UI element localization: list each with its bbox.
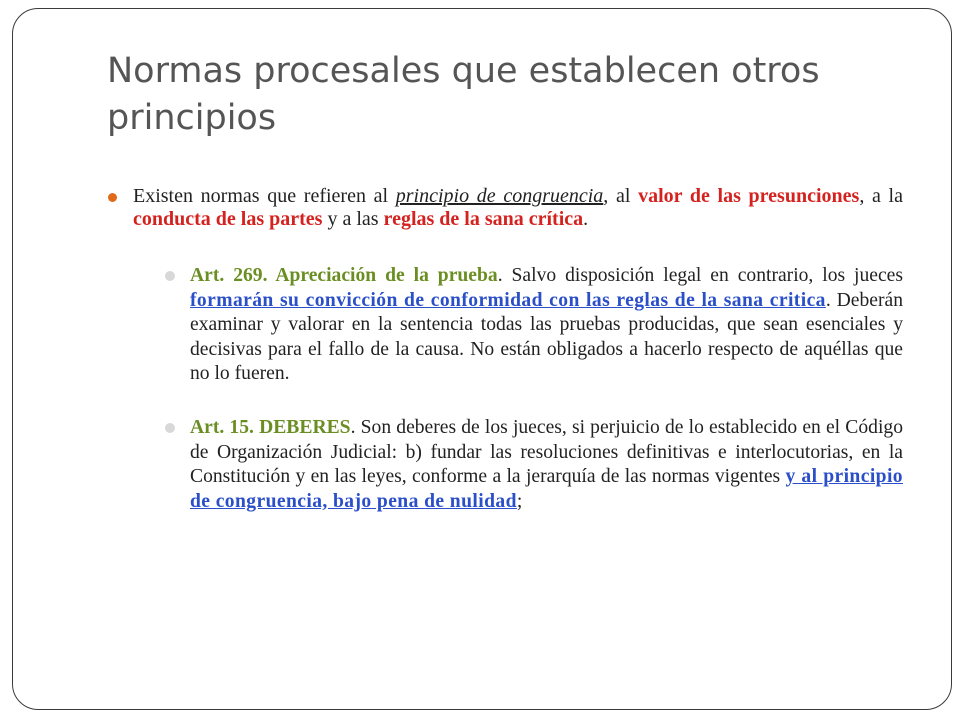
reglas-sana-critica-text: reglas de la sana crítica: [383, 208, 584, 230]
text-fragment: . Son deberes de los jueces, si perjuicio de lo establecido en el Código de Organización Judicial: b) fundar las resoluciones definitivas e interlocutorias, en la Constitución y en las leyes, conforme a la jerarquía de las normas vigentes: [190, 417, 903, 487]
conducta-partes-text: conducta de las partes: [133, 208, 323, 230]
bullet-paragraph-1: [133, 185, 903, 231]
text-fragment: y a las: [322, 208, 384, 230]
text-fragment: , al: [603, 185, 639, 207]
bullet-paragraph-3: [190, 416, 903, 514]
text-fragment: ;: [516, 490, 523, 512]
art-15-heading: Art. 15. DEBERES: [190, 417, 351, 438]
text-fragment: , a la: [859, 185, 903, 207]
bullet-paragraph-2: [190, 264, 903, 387]
text-fragment: . Salvo disposición legal en contrario, los jueces: [497, 265, 904, 286]
bullet-dot-icon: [108, 193, 117, 202]
sana-critica-link[interactable]: formarán su convicción de conformidad con las reglas de la sana critica: [190, 289, 826, 311]
sub-bullet-dot-icon: [165, 423, 175, 433]
text-fragment: .: [583, 208, 589, 230]
text-fragment: Existen normas que refieren al: [133, 185, 396, 207]
art-269-heading: Art. 269. Apreciación de la prueba: [190, 265, 498, 286]
text-fragment: . Deberán examinar y valorar en la sentencia todas las pruebas producidas, que sean esenciales y decisivas para el fallo de la causa. No están obligados a hacerlo respecto de aquéllas que no lo fueren.: [190, 289, 904, 384]
congruencia-nulidad-link[interactable]: y al principio de congruencia, bajo pena de nulidad: [190, 466, 904, 512]
slide-title: Normas procesales que establecen otros principios: [107, 51, 820, 138]
principio-congruencia-text: principio de congruencia: [395, 185, 604, 207]
valor-presunciones-text: valor de las presunciones: [638, 185, 860, 207]
sub-bullet-dot-icon: [165, 271, 175, 281]
